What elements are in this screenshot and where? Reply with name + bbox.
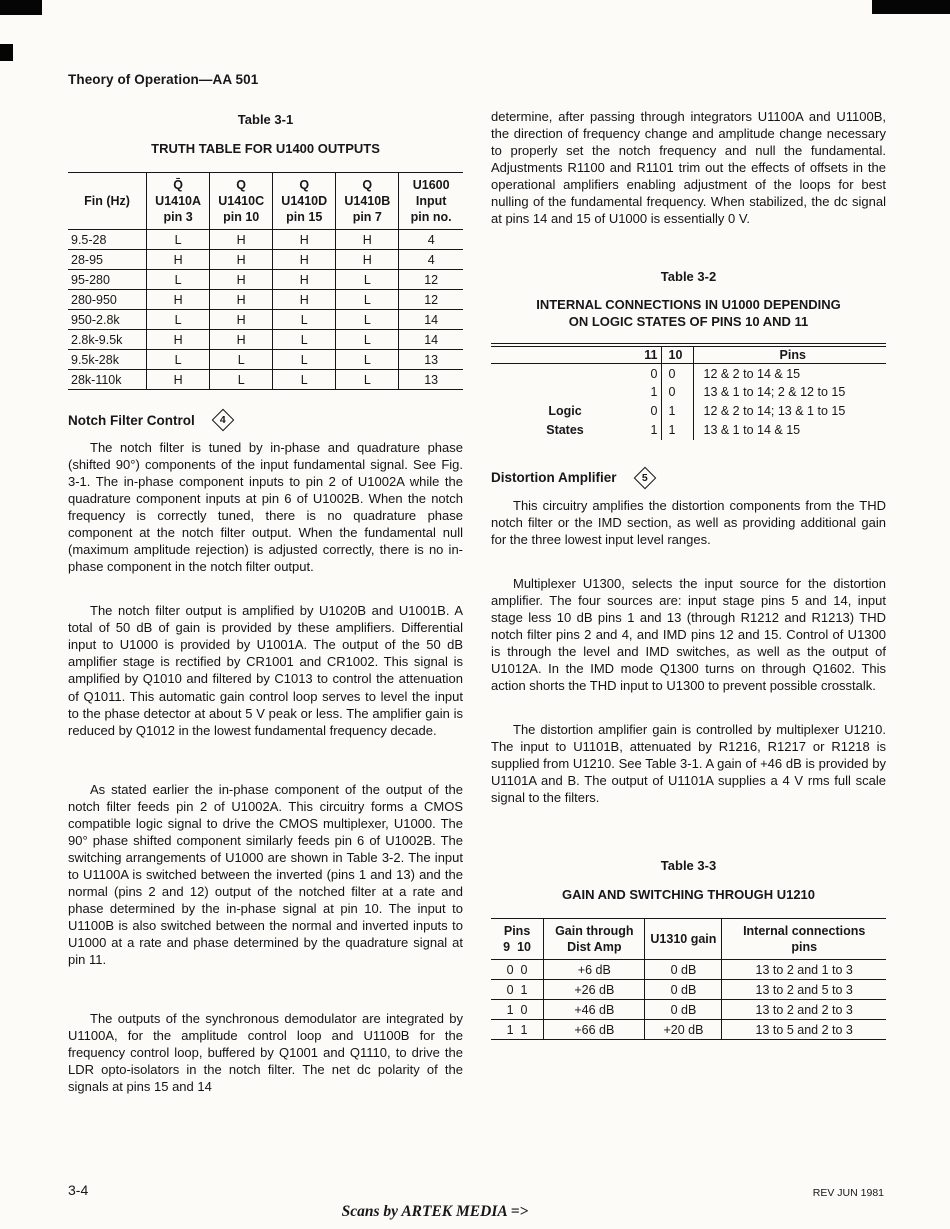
section-heading-text: Distortion Amplifier (491, 470, 617, 486)
section-number: 4 (219, 414, 226, 427)
scan-artifact-top-right (872, 0, 950, 14)
empty-header-cell (491, 345, 639, 364)
paragraph-distortion-2: Multiplexer U1300, selects the input source for the distortion amplifier. The four sources are: input stage pins 5 and 14, input stage less 10 dB pins 1 and 13 (through R1212 and R1213) THD notch filter pins 2 and 4, and IMD pins 12 and 15. Control of U1300 is through the level and IMD switches, as well as the output of U1012A. In the IMD mode Q1300 turns on through Q1602. This action shorts the THD input to U1300 to prevent possible crosstalk. (491, 575, 886, 694)
scan-artifact-left-edge (0, 44, 13, 61)
col-header-u1310-gain: U1310 gain (645, 918, 722, 960)
col-header-pins: Pins (693, 345, 886, 364)
col-header-pin-11: 11 (639, 345, 661, 364)
paragraph-notch-1: The notch filter is tuned by in-phase and quadrature phase (shifted 90°) components of the input fundamental signal. See Fig. 3-1. The in-phase component inputs to pin 2 of U1002A while the quadrature component inputs at pin 6 of U1002B. When the notch frequency is correctly tuned, there is no quadrature phase component at the notch filter output. When the fundamental null (maximum amplitude rejection) is adjusted correctly, there is no in-phase component in the notch filter output. (68, 440, 463, 575)
table-3-3-wrapper (491, 918, 886, 1041)
table-row: 0 0 +6 dB 0 dB 13 to 2 and 1 to 3 (491, 960, 886, 980)
section-heading-notch-filter-control (68, 412, 463, 428)
table-3-2-title: INTERNAL CONNECTIONS IN U1000 DEPENDING ON LOGIC STATES OF PINS 10 AND 11 (536, 297, 841, 329)
section-4-diamond-icon (211, 409, 234, 432)
left-column (68, 106, 463, 1095)
page-number: 3-4 (68, 1182, 89, 1198)
table-3-1-title: TRUTH TABLE FOR U1400 OUTPUTS (151, 141, 380, 156)
paragraph-distortion-3: The distortion amplifier gain is controlled by multiplexer U1210. The input to U1101B, attenuated by R1216, R1217 or R1218 is supplied from U1210. See Table 3-1. A gain of +46 dB is provided by U1101A and B. The output of U1101A supplies a 4 V rms full scale signal to the filters. (491, 722, 886, 806)
table-row: States 1 1 13 & 1 to 14 & 15 (491, 421, 886, 440)
paragraph-notch-2: The notch filter output is amplified by U1020B and U1001B. A total of 50 dB of gain is provided by these amplifiers. Differential input to U1000 is provided by U1001A. The output of the 50 dB amplifier stage is rectified by CR1001 and CR1002. This signal is amplified by Q1010 and filtered by C1013 to control the attenuation of Q1011. This automatic gain control loop serves to level the input to the phase detector at about 5 V peak or less. The amplifier gain is reduced by Q1012 in the lowest fundamental frequency decade. (68, 603, 463, 738)
paragraph-notch-3: As stated earlier the in-phase component of the output of the notch filter feeds pin 2 of U1002A. This circuitry forms a CMOS compatible logic signal to drive the CMOS multiplexer, U1000. The 90° phase shifted component similarly feeds pin 6 of U1002B. The switching arrangements of U1000 are shown in Table 3-2. The input to U1100A is switched between the inverted (pins 1 and 13) and the normal (pins 2 and 12) output of the notched filter at a rate and phase determined by the in-phase signal at pin 10. The input to U1100B is also switched between the normal and inverted inputs to U1000 at a rate and phase determined by the quadrature signal at pin 11. (68, 781, 463, 967)
two-column-body (68, 106, 886, 1095)
section-5-diamond-icon (633, 467, 656, 490)
col-header-u1410c: Q U1410C pin 10 (210, 172, 273, 230)
col-header-u1600: U1600 Input pin no. (399, 172, 463, 230)
table-row: 28k-110k H L L L 13 (68, 370, 463, 390)
table-row: 1 0 +46 dB 0 dB 13 to 2 and 2 to 3 (491, 1000, 886, 1020)
table-row: 1 1 +66 dB +20 dB 13 to 5 and 2 to 3 (491, 1020, 886, 1040)
table-3-2-caption: Table 3-2 (660, 269, 717, 285)
paragraph-distortion-1: This circuitry amplifies the distortion components from the THD notch filter or the IMD section, as well as providing additional gain for the three lowest input level ranges. (491, 497, 886, 547)
scan-credit: Scans by ARTEK MEDIA => (341, 1203, 529, 1220)
scan-artifact-top-left (0, 0, 42, 15)
table-3-1-wrapper (68, 172, 463, 391)
section-number: 5 (641, 471, 648, 484)
col-header-fin: Fin (Hz) (68, 172, 147, 230)
table-row: 2.8k-9.5k H H L L 14 (68, 330, 463, 350)
table-row: 950-2.8k L H L L 14 (68, 310, 463, 330)
table-row: 0 0 12 & 2 to 14 & 15 (491, 364, 886, 383)
table-3-1 (68, 172, 463, 391)
table-row: 9.5k-28k L L L L 13 (68, 350, 463, 370)
table-3-3-header-row (491, 918, 886, 960)
col-header-pins-9-10: Pins 9 10 (491, 918, 544, 960)
row-group-label: States (546, 423, 584, 438)
table-row: 9.5-28 L H H H 4 (68, 230, 463, 250)
table-row: 28-95 H H H H 4 (68, 250, 463, 270)
table-3-1-caption: Table 3-1 (237, 112, 294, 127)
col-header-u1410d: Q U1410D pin 15 (273, 172, 336, 230)
table-row: 1 0 13 & 1 to 14; 2 & 12 to 15 (491, 383, 886, 402)
table-row: 280-950 H H H L 12 (68, 290, 463, 310)
table-3-3-caption: Table 3-3 (660, 858, 717, 874)
section-heading-text: Notch Filter Control (68, 412, 195, 428)
col-header-gain-dist-amp: Gain through Dist Amp (544, 918, 645, 960)
table-row: 0 1 +26 dB 0 dB 13 to 2 and 5 to 3 (491, 980, 886, 1000)
page-header-title: Theory of Operation—AA 501 (68, 72, 259, 87)
table-3-1-header-row (68, 172, 463, 230)
row-group-label: Logic (548, 404, 582, 419)
table-row: Logic 0 1 12 & 2 to 14; 13 & 1 to 15 (491, 402, 886, 421)
table-row: 95-280 L H H L 12 (68, 270, 463, 290)
paragraph-continuation: determine, after passing through integrators U1100A and U1100B, the direction of frequency change and amplitude change necessary to properly set the notch frequency and null the fundamental. Adjustments R1100 and R1101 trim out the effects of offsets in the operational amplifiers enabling adjustment of the loops for best nulling of the fundamental frequency. When stabilized, the dc signal at pins 14 and 15 of U1000 is essentially 0 V. (491, 109, 886, 227)
table-3-2-header-row (491, 345, 886, 364)
col-header-u1410b: Q U1410B pin 7 (336, 172, 399, 230)
col-header-pin-10: 10 (661, 345, 693, 364)
col-header-internal-connections: Internal connections pins (722, 918, 886, 960)
section-heading-distortion-amplifier (491, 470, 886, 486)
col-header-u1410a: Q̄ U1410A pin 3 (147, 172, 210, 230)
paragraph-notch-4: The outputs of the synchronous demodulator are integrated by U1100A, for the amplitude control loop and U1100B for the frequency control loop, buffered by Q1001 and Q1110, to drive the LDR opto-isolators in the notch filter. The net dc polarity of the signals at pins 15 and 14 (68, 1010, 463, 1094)
table-3-3 (491, 918, 886, 1041)
table-3-2 (491, 343, 886, 440)
right-column (491, 106, 886, 1095)
table-3-3-title: GAIN AND SWITCHING THROUGH U1210 (561, 887, 816, 903)
revision-label: REV JUN 1981 (812, 1187, 884, 1199)
